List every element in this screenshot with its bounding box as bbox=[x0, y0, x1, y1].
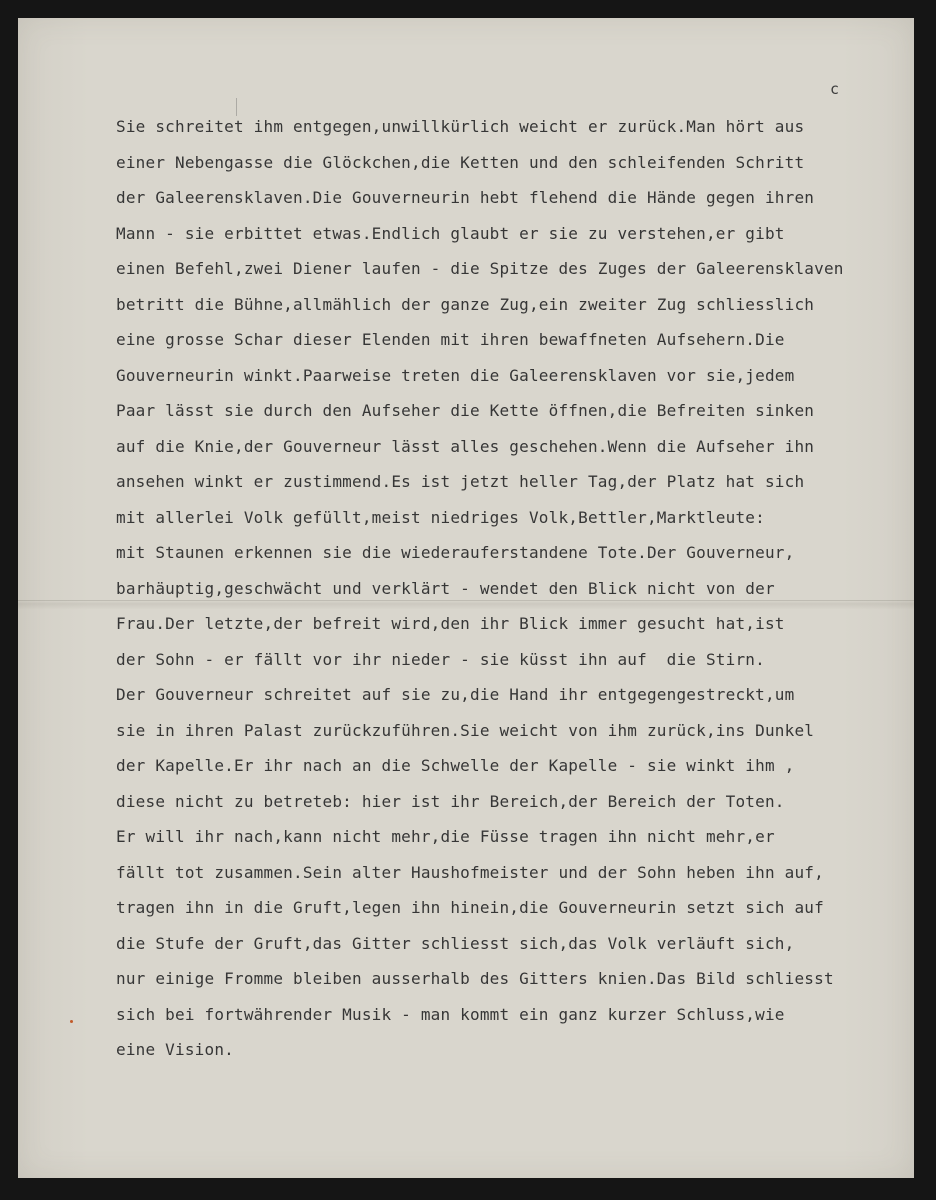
text-line: eine Vision. bbox=[116, 1040, 234, 1059]
text-line: auf die Knie,der Gouverneur lässt alles geschehen.Wenn die Aufseher ihn bbox=[116, 436, 815, 456]
text-line: barhäuptig,geschwächt und verklärt - wendet den Blick nicht von der bbox=[116, 578, 775, 598]
text-line: mit allerlei Volk gefüllt,meist niedriges Volk,Bettler,Marktleute: bbox=[116, 507, 765, 527]
text-line: einer Nebengasse die Glöckchen,die Ketten und den schleifenden Schritt bbox=[116, 152, 805, 172]
text-line: der Kapelle.Er ihr nach an die Schwelle der Kapelle - sie winkt ihm , bbox=[116, 756, 795, 775]
text-line: betritt die Bühne,allmählich der ganze Zug,ein zweiter Zug schliesslich bbox=[116, 294, 815, 314]
text-line: ansehen winkt er zustimmend.Es ist jetzt heller Tag,der Platz hat sich bbox=[116, 472, 805, 491]
text-line: nur einige Fromme bleiben ausserhalb des Gitters knien.Das Bild schliesst bbox=[116, 969, 834, 988]
text-line: sie in ihren Palast zurückzuführen.Sie weicht von ihm zurück,ins Dunkel bbox=[116, 720, 815, 740]
typed-text-body bbox=[116, 109, 844, 1068]
text-line: Gouverneurin winkt.Paarweise treten die Galeerensklaven vor sie,jedem bbox=[116, 365, 795, 385]
ink-spot bbox=[70, 1020, 73, 1023]
page-number: c bbox=[830, 80, 840, 98]
text-line: Sie schreitet ihm entgegen,unwillkürlich weicht er zurück.Man hört aus bbox=[116, 117, 805, 136]
text-line: der Sohn - er fällt vor ihr nieder - sie küsst ihn auf die Stirn. bbox=[116, 649, 765, 669]
text-line: fällt tot zusammen.Sein alter Haushofmeister und der Sohn heben ihn auf, bbox=[116, 862, 824, 882]
text-line: mit Staunen erkennen sie die wiederauferstandene Tote.Der Gouverneur, bbox=[116, 543, 795, 562]
text-line: Der Gouverneur schreitet auf sie zu,die Hand ihr entgegengestreckt,um bbox=[116, 685, 795, 704]
typewritten-page bbox=[18, 18, 914, 1178]
text-line: tragen ihn in die Gruft,legen ihn hinein,die Gouverneurin setzt sich auf bbox=[116, 898, 824, 917]
text-line: der Galeerensklaven.Die Gouverneurin hebt flehend die Hände gegen ihren bbox=[116, 188, 815, 207]
text-line: sich bei fortwährender Musik - man kommt ein ganz kurzer Schluss,wie bbox=[116, 1004, 785, 1024]
text-line: Frau.Der letzte,der befreit wird,den ihr Blick immer gesucht hat,ist bbox=[116, 614, 785, 633]
text-line: diese nicht zu betreteb: hier ist ihr Bereich,der Bereich der Toten. bbox=[116, 791, 785, 811]
text-line: Er will ihr nach,kann nicht mehr,die Füsse tragen ihn nicht mehr,er bbox=[116, 827, 775, 846]
text-line: eine grosse Schar dieser Elenden mit ihren bewaffneten Aufsehern.Die bbox=[116, 330, 785, 349]
text-line: die Stufe der Gruft,das Gitter schliesst sich,das Volk verläuft sich, bbox=[116, 933, 795, 953]
text-line: Paar lässt sie durch den Aufseher die Kette öffnen,die Befreiten sinken bbox=[116, 401, 815, 420]
text-line: einen Befehl,zwei Diener laufen - die Spitze des Zuges der Galeerensklaven bbox=[116, 259, 844, 278]
text-line: Mann - sie erbittet etwas.Endlich glaubt er sie zu verstehen,er gibt bbox=[116, 223, 785, 243]
